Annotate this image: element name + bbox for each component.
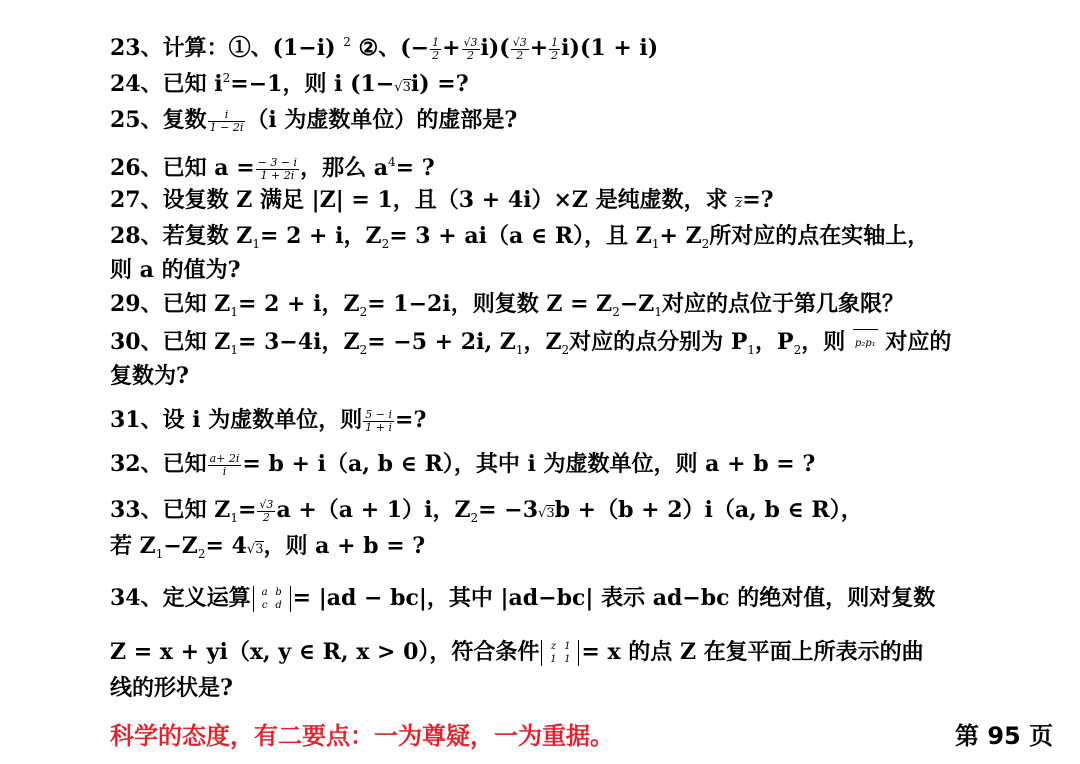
q33: 33、已知 $Z_1=$ $\frac{√3}{2}$ a +（a + 1）i，$Z_2= -3√3b +(b + 2)i(a$, b ∈ R）， xyxy=(110,497,863,525)
determinant: a b c d xyxy=(253,586,291,612)
sqrt: √3 xyxy=(246,542,264,557)
fraction: $\frac{1}{2}$ xyxy=(551,35,559,62)
page-number: 第 95 页 xyxy=(955,722,1054,750)
q23: 23、计算：①、(1−i) $^2$ ②、(− $\frac{1}{2}$ + $\frac{√3}{2}$ i)( $\frac{√3}{2}$ + $\frac{1}{2}$ i)(1 + i) xyxy=(110,35,659,62)
q31: 31、设 i 为虚数单位，则 $\frac{5 - i}{1 + i}$ =? xyxy=(110,407,427,434)
q34: 34、定义运算 a b c d = |ad − bc|，其中 |ad−bc| 表示 ad−bc 的绝对值，则对复数 xyxy=(110,585,936,611)
sqrt: √3 xyxy=(394,80,411,95)
q30-line2: 复数为? xyxy=(110,363,189,389)
q32: 32、已知 $\frac{a+ 2i}{i}$ = b + i（a, b ∈ R），其中 i 为虚数单位，则 a + b = ? xyxy=(110,451,816,478)
q25: 25、复数 $\frac{i}{1 - 2i}$ （i 为虚数单位）的虚部是? xyxy=(110,107,518,134)
q26: 26、已知 a = $\frac{- 3 - i}{1 + 2i}$ ，那么 $a^4=$ ? xyxy=(110,155,435,182)
footer-motto: 科学的态度，有二要点：一为尊疑，一为重据。 xyxy=(110,722,614,750)
fraction: $\frac{√3}{2}$ xyxy=(512,35,527,62)
z-conjugate: z xyxy=(735,196,743,211)
q28: 28、若复数 $Z_1= 2 + i$，$Z_2= 3 + ai(a$ ∈ R），且 $Z_1+ Z_2$所对应的点在实轴上， xyxy=(110,223,930,251)
q28-line2: 则 a 的值为? xyxy=(110,257,241,283)
q34-line2: Z = x + yi（x, y ∈ R, x > 0），符合条件 z 1 1 1 = x 的点 Z 在复平面上所表示的曲 xyxy=(110,639,924,665)
fraction: $\frac{- 3 - i}{1 + 2i}$ xyxy=(257,155,298,182)
fraction: $\frac{a+ 2i}{i}$ xyxy=(209,451,240,478)
q29: 29、已知 $Z_1= 2 + i$，$Z_2= 1-2i$，则复数 $Z = Z_2-Z_1$对应的点位于第几象限？ xyxy=(110,291,905,319)
fraction: $\frac{i}{1 - 2i}$ xyxy=(209,107,244,134)
q33-line2: 若 $Z_1-Z_2= 4√3$，则 a + b = ? xyxy=(110,533,426,561)
q30: 30、已知 $Z_1= 3-4i$，$Z_2= -5 + 2i$, $Z_1$，$Z_2$对应的点分别为 $P_1$，$P_2$，则 p₂p₁ 对应的 xyxy=(110,329,952,357)
q24: 24、已知 $i^2=-1$，则 i (1−√3i) =? xyxy=(110,71,469,97)
fraction: $\frac{√3}{2}$ xyxy=(463,35,478,62)
sqrt: √3 xyxy=(538,506,555,521)
q34-line3: 线的形状是? xyxy=(110,675,233,701)
q27: 27、设复数 Z 满足 |Z| = 1，且（3 + 4i）×Z 是纯虚数，求 z=? xyxy=(110,187,774,213)
fraction: $\frac{1}{2}$ xyxy=(432,35,440,62)
determinant: z 1 1 1 xyxy=(541,640,579,666)
fraction: $\frac{5 - i}{1 + i}$ xyxy=(365,407,393,434)
vector: p₂p₁ xyxy=(853,329,878,358)
fraction: $\frac{√3}{2}$ xyxy=(259,497,274,524)
